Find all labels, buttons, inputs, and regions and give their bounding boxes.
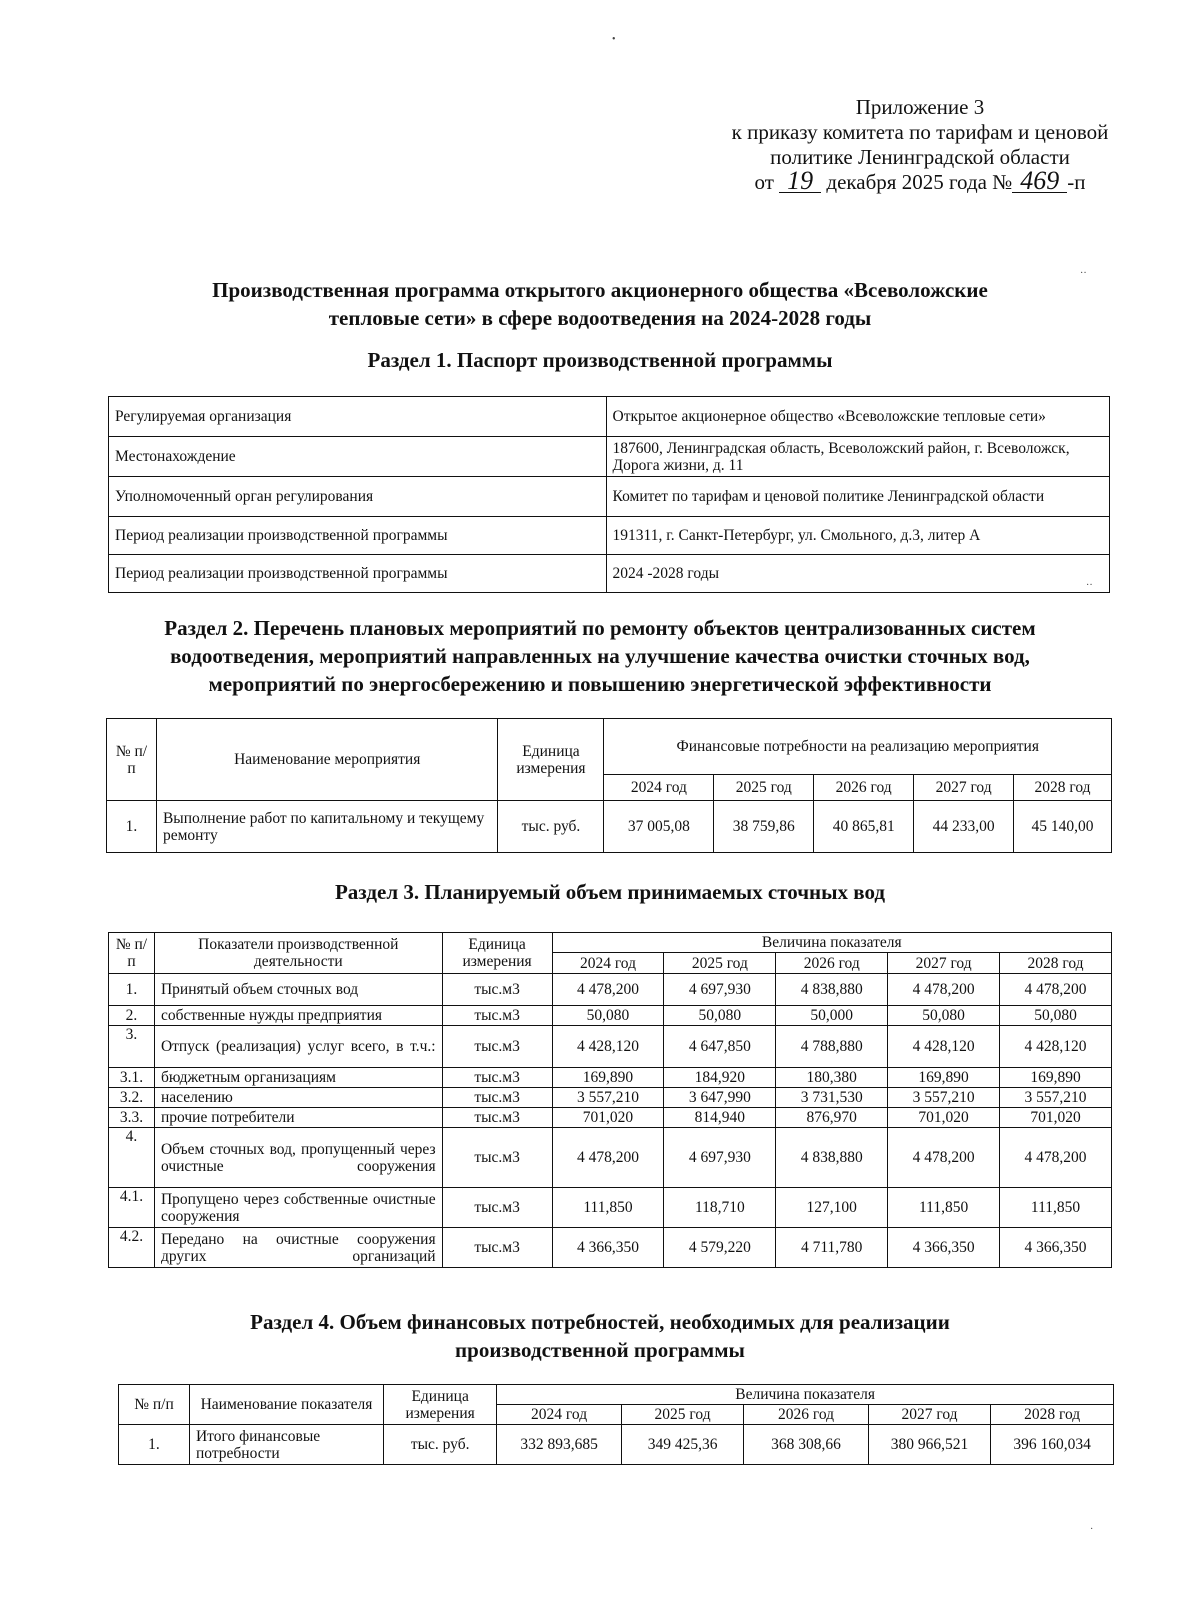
header-finance: Финансовые потребности на реализацию мероприятия <box>604 719 1112 775</box>
table-row <box>109 1006 1112 1026</box>
row-num: 3.3. <box>109 1108 155 1128</box>
passport-table <box>108 396 1110 593</box>
row-value: 4 788,880 <box>776 1026 888 1068</box>
finance-table <box>118 1384 1114 1465</box>
row-value: 4 838,880 <box>776 974 888 1006</box>
row-value: 4 697,930 <box>664 974 776 1006</box>
row-value: 4 478,200 <box>552 974 664 1006</box>
appendix-line-2: к приказу комитета по тарифам и ценовой <box>731 120 1109 144</box>
row-value: 3 557,210 <box>888 1088 1000 1108</box>
table-row <box>109 974 1112 1006</box>
row-value: 4 711,780 <box>776 1228 888 1268</box>
row-value: 4 428,120 <box>1000 1026 1112 1068</box>
row-value: 4 697,930 <box>664 1128 776 1188</box>
header-name: Наименование показателя <box>189 1385 383 1425</box>
row-value: 396 160,034 <box>991 1425 1114 1465</box>
row-num: 2. <box>109 1006 155 1026</box>
table-row <box>109 1088 1112 1108</box>
header-unit: Единица измерения <box>498 719 604 801</box>
passport-label: Уполномоченный орган регулирования <box>109 477 607 517</box>
wastewater-table <box>108 932 1112 1268</box>
row-value: 4 428,120 <box>552 1026 664 1068</box>
measures-table <box>106 718 1112 853</box>
header-value: Величина показателя <box>552 933 1111 953</box>
row-value: 169,890 <box>552 1068 664 1088</box>
header-num: № п/п <box>119 1385 190 1425</box>
row-value: 50,080 <box>664 1006 776 1026</box>
order-number: 469 <box>1012 170 1067 193</box>
passport-value: Открытое акционерное общество «Всеволожские тепловые сети» <box>606 397 1109 437</box>
year-header: 2028 год <box>1000 953 1112 974</box>
appendix-date-line <box>690 166 1150 195</box>
row-num: 1. <box>109 974 155 1006</box>
row-value: 50,080 <box>888 1006 1000 1026</box>
table-row <box>109 1108 1112 1128</box>
row-value: 169,890 <box>1000 1068 1112 1088</box>
row-value: 332 893,685 <box>497 1425 622 1465</box>
section-4-title-line-1: Раздел 4. Объем финансовых потребностей, необходимых для реализации <box>250 1310 950 1334</box>
document-title <box>130 276 1070 332</box>
appendix-line-3: политике Ленинградской области <box>770 145 1070 169</box>
row-value: 127,100 <box>776 1188 888 1228</box>
passport-value: 2024 -2028 годы <box>606 555 1109 593</box>
row-name: Отпуск (реализация) услуг всего, в т.ч.: <box>154 1026 442 1068</box>
row-value: 3 557,210 <box>552 1088 664 1108</box>
appendix-line-1: Приложение 3 <box>855 95 985 119</box>
date-middle: декабря 2025 года № <box>826 170 1013 194</box>
row-value: 4 366,350 <box>552 1228 664 1268</box>
passport-value: Комитет по тарифам и ценовой политике Ленинградской области <box>606 477 1109 517</box>
row-value: 4 366,350 <box>888 1228 1000 1268</box>
year-header: 2028 год <box>991 1405 1114 1425</box>
row-name: Принятый объем сточных вод <box>154 974 442 1006</box>
year-header: 2024 год <box>552 953 664 974</box>
row-value: 38 759,86 <box>714 801 814 853</box>
row-num: 3.1. <box>109 1068 155 1088</box>
row-unit: тыс.м3 <box>442 1068 552 1088</box>
row-name: Передано на очистные сооружения других организаций <box>154 1228 442 1268</box>
row-name: Объем сточных вод, пропущенный через очистные сооружения <box>154 1128 442 1188</box>
year-header: 2026 год <box>776 953 888 974</box>
row-num: 4. <box>109 1128 155 1188</box>
passport-label: Регулируемая организация <box>109 397 607 437</box>
row-unit: тыс. руб. <box>498 801 604 853</box>
header-unit: Единица измерения <box>442 933 552 974</box>
row-value: 701,020 <box>888 1108 1000 1128</box>
passport-row <box>109 517 1110 555</box>
year-header: 2027 год <box>914 775 1014 801</box>
year-header: 2025 год <box>714 775 814 801</box>
section-1-title: Раздел 1. Паспорт производственной программы <box>367 348 833 372</box>
table-row <box>109 1026 1112 1068</box>
row-name: Итого финансовые потребности <box>189 1425 383 1465</box>
row-value: 111,850 <box>1000 1188 1112 1228</box>
row-unit: тыс.м3 <box>442 1006 552 1026</box>
row-unit: тыс.м3 <box>442 1128 552 1188</box>
row-value: 50,080 <box>1000 1006 1112 1026</box>
row-value: 50,000 <box>776 1006 888 1026</box>
passport-row <box>109 477 1110 517</box>
scan-speck: ·· <box>1080 268 1087 279</box>
row-name: населению <box>154 1088 442 1108</box>
year-header: 2028 год <box>1014 775 1112 801</box>
row-value: 111,850 <box>552 1188 664 1228</box>
row-value: 4 478,200 <box>888 974 1000 1006</box>
section-2-title-line-2: водоотведения, мероприятий направленных на улучшение качества очистки сточных вод, <box>170 644 1030 668</box>
year-header: 2027 год <box>868 1405 991 1425</box>
row-value: 701,020 <box>552 1108 664 1128</box>
row-unit: тыс.м3 <box>442 1228 552 1268</box>
header-value: Величина показателя <box>497 1385 1114 1405</box>
table-row <box>109 1228 1112 1268</box>
row-value: 4 838,880 <box>776 1128 888 1188</box>
row-value: 44 233,00 <box>914 801 1014 853</box>
row-value: 4 478,200 <box>1000 1128 1112 1188</box>
header-name: Показатели производственной деятельности <box>154 933 442 974</box>
row-num: 3. <box>109 1026 155 1068</box>
section-3-title: Раздел 3. Планируемый объем принимаемых сточных вод <box>334 880 886 904</box>
row-value: 111,850 <box>888 1188 1000 1228</box>
row-value: 701,020 <box>1000 1108 1112 1128</box>
passport-row <box>109 437 1110 477</box>
section-4-title <box>160 1308 1040 1364</box>
date-prefix: от <box>754 170 774 194</box>
finance-header-row <box>119 1385 1114 1405</box>
header-unit: Единица измерения <box>384 1385 497 1425</box>
row-value: 184,920 <box>664 1068 776 1088</box>
row-num: 4.1. <box>109 1188 155 1228</box>
header-num: № п/п <box>109 933 155 974</box>
row-value: 180,380 <box>776 1068 888 1088</box>
table-row <box>107 801 1112 853</box>
row-value: 4 579,220 <box>664 1228 776 1268</box>
passport-label: Местонахождение <box>109 437 607 477</box>
passport-value: 191311, г. Санкт-Петербург, ул. Смольного, д.3, литер А <box>606 517 1109 555</box>
year-header: 2026 год <box>744 1405 868 1425</box>
year-header: 2025 год <box>664 953 776 974</box>
year-header: 2024 год <box>604 775 714 801</box>
table-row <box>109 1188 1112 1228</box>
row-value: 40 865,81 <box>814 801 914 853</box>
year-header: 2026 год <box>814 775 914 801</box>
row-unit: тыс.м3 <box>442 1088 552 1108</box>
year-header: 2025 год <box>621 1405 743 1425</box>
wastewater-header-row <box>109 933 1112 953</box>
row-unit: тыс.м3 <box>442 1026 552 1068</box>
passport-row <box>109 555 1110 593</box>
row-value: 4 478,200 <box>552 1128 664 1188</box>
row-name: прочие потребители <box>154 1108 442 1128</box>
number-suffix: -п <box>1067 170 1086 194</box>
row-value: 368 308,66 <box>744 1425 868 1465</box>
measures-header-row <box>107 719 1112 775</box>
year-header: 2024 год <box>497 1405 622 1425</box>
title-line-2: тепловые сети» в сфере водоотведения на 2024-2028 годы <box>328 306 872 330</box>
appendix-header <box>690 95 1150 195</box>
row-value: 4 428,120 <box>888 1026 1000 1068</box>
row-value: 37 005,08 <box>604 801 714 853</box>
table-row <box>109 1068 1112 1088</box>
row-value: 3 731,530 <box>776 1088 888 1108</box>
row-unit: тыс.м3 <box>442 1188 552 1228</box>
order-day: 19 <box>779 170 821 193</box>
row-value: 4 478,200 <box>1000 974 1112 1006</box>
passport-value: 187600, Ленинградская область, Всеволожский район, г. Всеволожск, Дорога жизни, д. 11 <box>606 437 1109 477</box>
header-name: Наименование мероприятия <box>156 719 498 801</box>
row-unit: тыс. руб. <box>384 1425 497 1465</box>
row-value: 169,890 <box>888 1068 1000 1088</box>
scan-speck: · <box>1090 1524 1094 1535</box>
row-unit: тыс.м3 <box>442 974 552 1006</box>
row-value: 380 966,521 <box>868 1425 991 1465</box>
section-4-title-line-2: производственной программы <box>455 1338 745 1362</box>
row-num: 1. <box>107 801 157 853</box>
title-line-1: Производственная программа открытого акционерного общества «Всеволожские <box>212 278 988 302</box>
section-2-title <box>80 614 1120 698</box>
row-value: 4 366,350 <box>1000 1228 1112 1268</box>
row-value: 4 647,850 <box>664 1026 776 1068</box>
header-num: № п/п <box>107 719 157 801</box>
table-row <box>119 1425 1114 1465</box>
passport-label: Период реализации производственной программы <box>109 517 607 555</box>
section-2-title-line-3: мероприятий по энергосбережению и повышению энергетической эффективности <box>208 672 992 696</box>
row-value: 3 557,210 <box>1000 1088 1112 1108</box>
row-value: 118,710 <box>664 1188 776 1228</box>
row-value: 814,940 <box>664 1108 776 1128</box>
row-name: собственные нужды предприятия <box>154 1006 442 1026</box>
passport-label: Период реализации производственной программы <box>109 555 607 593</box>
row-value: 4 478,200 <box>888 1128 1000 1188</box>
row-name: бюджетным организациям <box>154 1068 442 1088</box>
row-unit: тыс.м3 <box>442 1108 552 1128</box>
row-value: 3 647,990 <box>664 1088 776 1108</box>
row-value: 45 140,00 <box>1014 801 1112 853</box>
row-name: Пропущено через собственные очистные сооружения <box>154 1188 442 1228</box>
row-value: 876,970 <box>776 1108 888 1128</box>
passport-row <box>109 397 1110 437</box>
row-num: 1. <box>119 1425 190 1465</box>
scan-speck: ·· <box>1086 580 1093 591</box>
row-value: 50,080 <box>552 1006 664 1026</box>
year-header: 2027 год <box>888 953 1000 974</box>
row-num: 4.2. <box>109 1228 155 1268</box>
scan-speck: • <box>612 34 616 45</box>
table-row <box>109 1128 1112 1188</box>
row-name: Выполнение работ по капитальному и текущему ремонту <box>156 801 498 853</box>
section-2-title-line-1: Раздел 2. Перечень плановых мероприятий по ремонту объектов централизованных систем <box>164 616 1036 640</box>
row-value: 349 425,36 <box>621 1425 743 1465</box>
row-num: 3.2. <box>109 1088 155 1108</box>
